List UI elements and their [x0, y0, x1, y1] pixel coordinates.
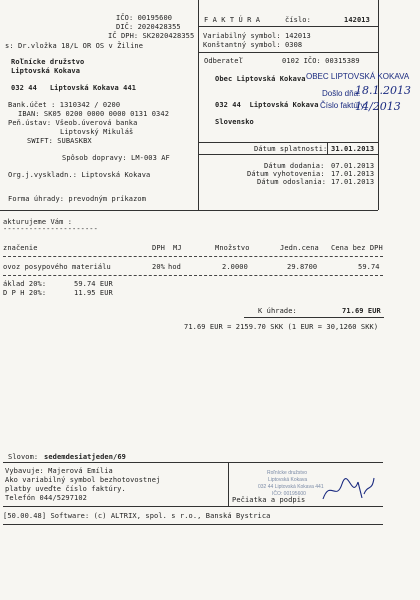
customer-name: Obec Liptovská Kokava	[215, 75, 306, 83]
received-stamp-date-label: Došlo dňa:	[322, 89, 361, 98]
variable-symbol: Variabilný symbol: 142013	[203, 32, 311, 40]
customer-country: Slovensko	[215, 118, 254, 126]
due-date-rule	[198, 142, 378, 143]
invoice-number-label: číslo:	[285, 16, 311, 24]
customer-label: Odberateľ	[204, 57, 243, 65]
row-unit: hod	[168, 263, 181, 271]
supplier-city: 032 44 Liptovská Kokava 441	[11, 84, 137, 92]
prepared-by: Vybavuje: Majerová Emília	[5, 467, 113, 475]
col-designation: značenie	[3, 244, 38, 252]
row-item: ovoz posypového materiálu	[3, 263, 111, 271]
col-total: Cena bez DPH	[331, 244, 383, 252]
invoicing-heading: akturujeme Vám :	[3, 218, 73, 226]
frame-bottom	[0, 210, 378, 211]
send-date: 17.01.2013	[331, 178, 375, 186]
software-credit: [50.00.48] Software: (c) ALTRIX, spol. s r.o., Banská Bystrica	[3, 512, 271, 520]
company-stamp-line2: Liptovská Kokava	[268, 477, 308, 483]
payment-method: Forma úhrady: prevodným príkazom	[8, 195, 147, 203]
supplier-bank: Peň.ústav: Všeob.úverová banka	[8, 119, 138, 127]
col-unit: MJ	[173, 244, 182, 252]
received-stamp-invoice-label: Číslo faktúry:	[320, 101, 367, 110]
header-top-rule	[198, 26, 378, 27]
due-date-label: Dátum splatnosti:	[254, 145, 328, 153]
send-date-label: Dátum odoslania:	[257, 178, 327, 186]
row-unit-price: 29.8700	[287, 263, 318, 271]
signature-scribble	[318, 474, 378, 504]
table-bottom-rule	[3, 275, 383, 276]
words-rule	[3, 462, 383, 463]
supplier-iban: IBAN: SK05 0200 0000 0000 0131 0342	[18, 110, 170, 118]
col-unit-price: Jedn.cena	[280, 244, 319, 252]
received-date-handwritten: 18.1.2013	[355, 84, 411, 97]
company-stamp-line1: Roľnícke družstvo	[267, 470, 308, 476]
currency-conversion: 71.69 EUR = 2159.70 SKK (1 EUR = 30,1260 SKK)	[184, 323, 379, 331]
dispatch-unit: Org.j.vyskladn.: Liptovská Kokava	[8, 171, 151, 179]
row-quantity: 2.0000	[222, 263, 248, 271]
supplier-bank-branch: Liptovský Mikuláš	[60, 128, 134, 136]
row-total: 59.74	[358, 263, 380, 271]
delivery-date-label: Dátum dodania:	[264, 162, 325, 170]
transport-method: Spôsob dopravy: LM-003 AF	[62, 154, 170, 162]
signature-divider	[228, 462, 229, 506]
supplier-dic: DIČ: 2020428355	[116, 23, 181, 31]
supplier-ico: IČO: 00195600	[116, 14, 173, 22]
tax-base: 59.74 EUR	[74, 280, 113, 288]
delivery-date: 07.01.2013	[331, 162, 375, 170]
received-invoice-handwritten: 14/2013	[355, 100, 401, 113]
payment-note-2: platby uveďte číslo faktúry.	[5, 485, 126, 493]
company-stamp-line3: 032 44 Liptovská Kokava 441	[258, 484, 324, 490]
phone: Telefón 044/5297102	[5, 494, 87, 502]
invoicing-heading-underline: ----------------------	[3, 225, 98, 233]
vat-label: D P H 20%:	[3, 289, 47, 297]
footer-rule	[3, 506, 383, 507]
supplier-ic-dph: IČ DPH: SK2020428355	[108, 32, 195, 40]
supplier-name-2: Liptovská Kokava	[11, 67, 81, 75]
supplier-bank-account: Bank.účet : 1310342 / 0200	[8, 101, 121, 109]
invoice-number: 142013	[344, 16, 370, 24]
customer-street: 032 44 Liptovská Kokava	[215, 101, 319, 109]
received-stamp-org: OBEC LIPTOVSKÁ KOKAVA	[306, 72, 410, 81]
due-date-rule-bottom	[198, 154, 378, 155]
issue-date-label: Dátum vyhotovenia:	[247, 170, 325, 178]
row-vat: 20%	[152, 263, 165, 271]
payment-note-1: Ako variabilný symbol bezhotovostnej	[5, 476, 161, 484]
supplier-swift: SWIFT: SUBASKBX	[27, 137, 92, 145]
signature-label: Pečiatka a podpis	[232, 496, 306, 504]
issue-date: 17.01.2013	[331, 170, 375, 178]
to-pay-amount: 71.69 EUR	[342, 307, 381, 315]
header-mid-rule	[198, 52, 378, 53]
constant-symbol: Konštantný symbol: 0308	[203, 41, 303, 49]
supplier-name: Roľnícke družstvo	[11, 58, 85, 66]
table-header-rule	[3, 256, 383, 257]
col-vat: DPH	[152, 244, 165, 252]
customer-ico: 0102 IČO: 00315389	[282, 57, 360, 65]
amount-words: sedemdesiatjeden/69	[44, 453, 126, 461]
vat-amount: 11.95 EUR	[74, 289, 113, 297]
tax-base-label: áklad 20%:	[3, 280, 47, 288]
header-divider	[198, 0, 199, 210]
to-pay-label: K úhrade:	[258, 307, 297, 315]
company-stamp-line4: IČO: 00195600	[272, 491, 306, 497]
col-quantity: Množstvo	[215, 244, 250, 252]
due-date: 31.01.2013	[331, 145, 375, 153]
amount-words-label: Slovom:	[8, 453, 39, 461]
supplier-register: s: Dr.vložka 18/L OR OS v Žiline	[5, 42, 144, 50]
bottom-rule	[3, 524, 383, 525]
invoice-title: F A K T Ú R A	[204, 16, 261, 24]
to-pay-rule	[244, 317, 384, 318]
